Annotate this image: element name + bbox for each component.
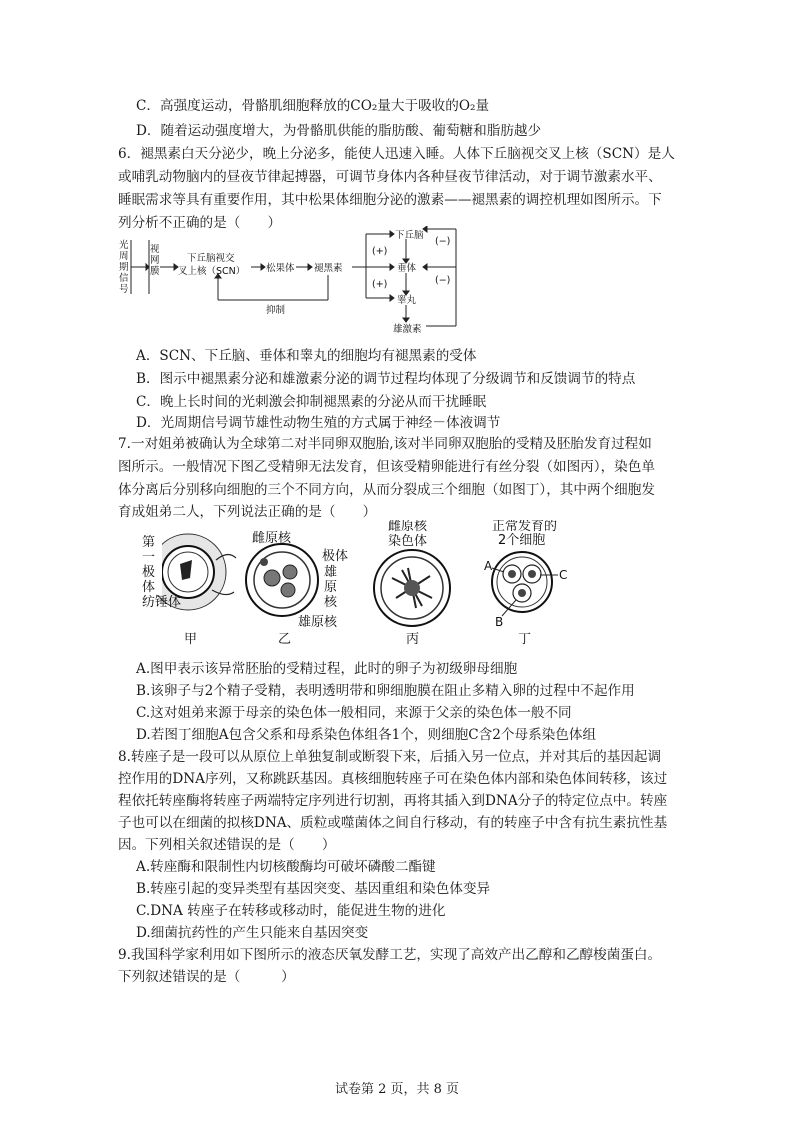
signal-char: 期 bbox=[119, 262, 129, 273]
plus-sign: (+) bbox=[372, 279, 388, 290]
caption-yi: 乙 bbox=[278, 632, 292, 647]
yi-male-char: 核 bbox=[324, 595, 338, 610]
melatonin-regulation-diagram bbox=[116, 226, 466, 334]
signal-char: 信 bbox=[119, 273, 129, 284]
yi-male-bottom-label: 雄原核 bbox=[298, 615, 338, 630]
bing-label-1: 雌原核 bbox=[388, 520, 428, 534]
yi-male-char: 原 bbox=[324, 580, 338, 595]
pineal-label: 松果体 bbox=[266, 263, 295, 274]
q7-option: B.该卵子与2个精子受精，表明透明带和卵细胞膜在阻止多精入卵的过程中不起作用 bbox=[136, 683, 635, 699]
ding-label-b: B bbox=[495, 615, 504, 629]
yi-polar-label: 极体 bbox=[322, 549, 349, 564]
q7-stem-line: 育成姐弟二人，下列说法正确的是（ ） bbox=[118, 504, 377, 520]
q8-stem-line: 程依托转座酶将转座子两端特定序列进行切割，再将其插入到DNA分子的特定位点中。转座 bbox=[118, 793, 668, 809]
caption-ding: 丁 bbox=[518, 632, 532, 647]
jia-polar-char: 一 bbox=[142, 550, 156, 565]
bing-label-2: 染色体 bbox=[388, 534, 428, 549]
signal-char: 光 bbox=[119, 240, 129, 251]
q8-stem-line: 子也可以在细菌的拟核DNA、质粒或噬菌体之间自行移动，有的转座子中含有抗生素抗性基 bbox=[118, 815, 668, 831]
cell-jia bbox=[140, 534, 236, 647]
q8-option: B.转座引起的变异类型有基因突变、基因重组和染色体变异 bbox=[136, 881, 491, 897]
q6-stem-line: 列分析不正确的是（ ） bbox=[118, 215, 282, 231]
signal-char: 号 bbox=[119, 284, 129, 295]
cell-bing bbox=[374, 520, 450, 647]
q6-option: B．图示中褪黑素分泌和雄激素分泌的调节过程均体现了分级调节和反馈调节的特点 bbox=[136, 371, 636, 387]
pituitary-label: 垂体 bbox=[397, 263, 417, 274]
androgen-label: 雄激素 bbox=[393, 324, 422, 334]
retina-char: 网 bbox=[150, 255, 160, 266]
caption-jia: 甲 bbox=[184, 632, 198, 647]
caption-bing: 丙 bbox=[406, 632, 420, 647]
q5-option-d: D．随着运动强度增大，为骨骼肌供能的脂肪酸、葡萄糖和脂肪越少 bbox=[136, 123, 542, 139]
q6-option: A．SCN、下丘脑、垂体和睾丸的细胞均有褪黑素的受体 bbox=[136, 348, 477, 364]
q7-stem-line: 图所示。一般情况下图乙受精卵无法发育，但该受精卵能进行有丝分裂（如图丙），染色单 bbox=[118, 459, 655, 475]
q6-stem-line: 6．褪黑素白天分泌少，晚上分泌多，能使人迅速入睡。人体下丘脑视交叉上核（SCN）是人 bbox=[118, 146, 675, 162]
jia-polar-char: 第 bbox=[142, 535, 156, 550]
q8-option: D.细菌抗药性的产生只能来自基因突变 bbox=[136, 925, 369, 941]
q7-option: A.图甲表示该异常胚胎的受精过程，此时的卵子为初级卵母细胞 bbox=[136, 661, 518, 677]
jia-polar-char: 极 bbox=[142, 565, 156, 580]
inhibit-label: 抑制 bbox=[266, 305, 286, 316]
page-footer: 试卷第 2 页，共 8 页 bbox=[334, 1082, 460, 1097]
q7-option: C.这对姐弟来源于母亲的染色体一般相同，来源于父亲的染色体一般不同 bbox=[136, 705, 572, 721]
twin-fertilization-figure bbox=[140, 520, 580, 650]
yi-female-label: 雌原核 bbox=[252, 531, 292, 546]
ding-label-a: A bbox=[484, 559, 493, 573]
cell-ding bbox=[484, 520, 567, 647]
ding-label-2: 2个细胞 bbox=[498, 533, 546, 548]
cell-yi bbox=[246, 530, 348, 647]
testis-label: 睾丸 bbox=[397, 295, 417, 306]
ding-label-c: C bbox=[559, 568, 568, 582]
yi-male-char: 雄 bbox=[324, 565, 338, 580]
plus-sign: (+) bbox=[372, 246, 388, 257]
melatonin-label: 褪黑素 bbox=[314, 263, 343, 274]
q8-stem-line: 8.转座子是一段可以从原位上单独复制或断裂下来，后插入另一位点，并对其后的基因起调 bbox=[118, 749, 662, 765]
q7-option: D.若图丁细胞A包含父系和母系染色体组各1个，则细胞C含2个母系染色体组 bbox=[136, 727, 597, 743]
q5-option-c: C．高强度运动，骨骼肌细胞释放的CO₂量大于吸收的O₂量 bbox=[136, 98, 490, 114]
q6-stem-line: 或哺乳动物脑内的昼夜节律起搏器，可调节身体内各种昼夜节律活动，对于调节激素水平、 bbox=[118, 169, 662, 185]
minus-sign: (−) bbox=[435, 275, 451, 286]
q8-stem-line: 控作用的DNA序列，又称跳跃基因。真核细胞转座子可在染色体内部和染色体间转移，该过 bbox=[118, 771, 668, 787]
q8-stem-line: 因。下列相关叙述错误的是（ ） bbox=[118, 837, 336, 853]
scn-label-1: 下丘脑视交 bbox=[187, 253, 235, 264]
q8-option: C.DNA 转座子在转移或移动时，能促进生物的进化 bbox=[136, 903, 446, 919]
q9-stem-line: 下列叙述错误的是（ ） bbox=[118, 969, 295, 985]
q6-option: C．晚上长时间的光刺激会抑制褪黑素的分泌从而干扰睡眠 bbox=[136, 394, 487, 410]
signal-char: 周 bbox=[119, 251, 129, 262]
scn-label-2: 叉上核（SCN） bbox=[178, 266, 246, 277]
minus-sign: (−) bbox=[435, 236, 451, 247]
retina-char: 视 bbox=[150, 244, 160, 255]
q6-stem-line: 睡眠需求等具有重要作用，其中松果体细胞分泌的激素——褪黑素的调控机理如图所示。下 bbox=[118, 192, 662, 208]
retina-char: 膜 bbox=[150, 266, 160, 277]
q7-stem-line: 7.一对姐弟被确认为全球第二对半同卵双胞胎,该对半同卵双胞胎的受精及胚胎发育过程如 bbox=[118, 436, 652, 452]
q6-option: D．光周期信号调节雄性动物生殖的方式属于神经－体液调节 bbox=[136, 415, 501, 431]
q8-option: A.转座酶和限制性内切核酸酶均可破坏磷酸二酯键 bbox=[136, 859, 436, 875]
jia-polar-char: 体 bbox=[142, 580, 156, 595]
jia-spindle-label: 纺锤体 bbox=[142, 595, 182, 610]
q7-stem-line: 体分离后分别移向细胞的三个不同方向，从而分裂成三个细胞（如图丁），其中两个细胞发 bbox=[118, 482, 655, 498]
ding-label-1: 正常发育的 bbox=[492, 520, 558, 534]
hypothalamus-label: 下丘脑 bbox=[395, 230, 424, 241]
q9-stem-line: 9.我国科学家利用如下图所示的液态厌氧发酵工艺，实现了高效产出乙醇和乙醇梭菌蛋白。 bbox=[118, 947, 662, 963]
